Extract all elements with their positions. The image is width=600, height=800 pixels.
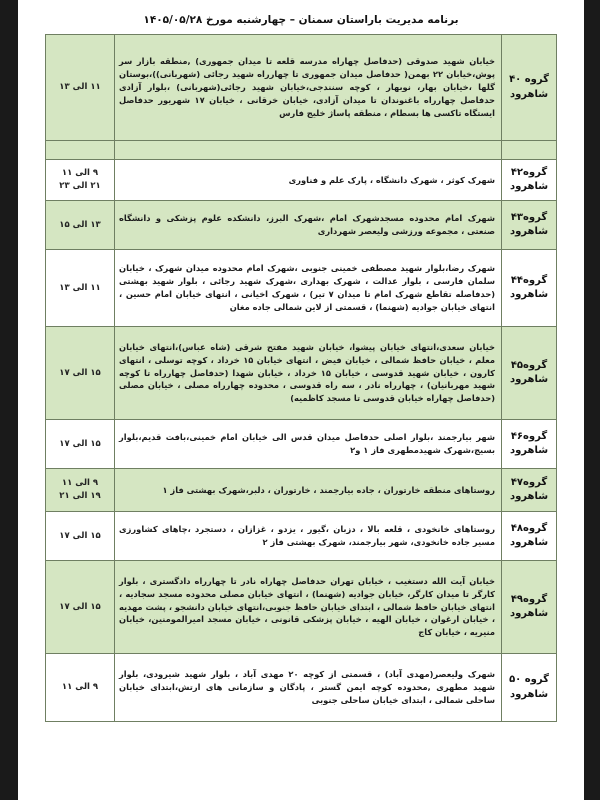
hours-label: ۹ الی ۱۱	[61, 478, 99, 489]
group-cell	[502, 420, 557, 469]
group-cell	[502, 160, 557, 201]
hours-label: ۹ الی ۱۱	[61, 168, 99, 179]
group-cell	[502, 561, 557, 654]
table-row	[46, 561, 557, 654]
group-label: گروه۴۳	[510, 211, 548, 223]
hours-cell	[46, 250, 115, 327]
document-page	[18, 0, 584, 800]
hours-cell	[46, 327, 115, 420]
city-label: شاهرود	[509, 445, 549, 456]
table-row	[46, 201, 557, 250]
table-row	[46, 469, 557, 512]
group-cell	[502, 201, 557, 250]
area-cell: خیابان سعدی،انتهای خیابان پیشوا، خیابان شهید مفتح شرقی (شاه عباس)،انتهای خیابان معلم ، خیابان حافظ شمالی ، خیابان فیض ، انتهای خیابان ۱۵ خرداد ، کوچه توسلی ، انتهای کارون ، خیابان شهید قدوسی ، خیابان ۱۵ خرداد ، خیابان شهدا (حدفاصل چهارراه تا کوچه شهید مهربانیان) ، چهارراه نادر ، سه راه قدوسی ، محدوده چهارراه مصلی ، خیابان مصلی (حدفاصل چهاراه خیابان قدوسی تا مسجد کاظمیه)	[115, 327, 502, 420]
group-label: گروه۴۸	[510, 522, 548, 534]
city-label: شاهرود	[509, 537, 549, 548]
group-cell	[502, 654, 557, 722]
city-label: شاهرود	[509, 491, 549, 502]
city-label: شاهرود	[509, 289, 549, 300]
outage-schedule-table	[45, 34, 557, 722]
city-label: شاهرود	[509, 688, 549, 700]
hours-cell	[46, 201, 115, 250]
group-cell	[502, 512, 557, 561]
table-row	[46, 160, 557, 201]
group-cell	[502, 469, 557, 512]
area-cell: شهر بیارجمند ،بلوار اصلی حدفاصل میدان قدس الی خیابان امام خمینی،بافت قدیم،بلوار بسیج،شهرک شهیدمطهری فاز ۱ و۲	[115, 420, 502, 469]
group-label: گروه۴۵	[510, 359, 548, 371]
hours-label: ۱۱ الی ۱۳	[59, 282, 101, 293]
hours-label: ۱۳ الی ۱۵	[59, 219, 101, 230]
table-row	[46, 512, 557, 561]
city-label: شاهرود	[509, 608, 549, 619]
group-label: گروه۴۷	[510, 476, 548, 488]
hours-cell	[46, 469, 115, 512]
area-cell	[115, 141, 502, 160]
table-row	[46, 250, 557, 327]
hours-cell	[46, 654, 115, 722]
table-row	[46, 420, 557, 469]
area-cell: شهرک رضا،بلوار شهید مصطفی خمینی جنوبی ،شهرک امام محدوده میدان شهرک ، خیابان سلمان فارسی ، بلوار عدالت ، شهرک بهداری ،شهرک شهید رجائی ، بلوار شهید بهشتی (حدفاصله تقاطع شهرک امام تا میدان ۷ تیر) ، شهرک اخیانی ، انتهای خیابان امام حسین ، انتهای خیابان جوادیه (شهنما) ، قسمتی از لاین شمالی جاده مغان	[115, 250, 502, 327]
city-label: شاهرود	[509, 88, 549, 100]
hours-label: ۲۱ الی ۲۳	[59, 181, 101, 191]
city-label: شاهرود	[509, 226, 549, 237]
group-label: گروه۴۹	[510, 593, 548, 605]
hours-label: ۱۵ الی ۱۷	[59, 367, 101, 378]
table-row	[46, 35, 557, 141]
group-cell	[502, 35, 557, 141]
city-label: شاهرود	[509, 181, 549, 192]
hours-cell	[46, 160, 115, 201]
hours-cell	[46, 561, 115, 654]
group-label: گروه ۴۰	[509, 74, 549, 85]
area-cell: شهرک کوثر ، شهرک دانشگاه ، پارک علم و فناوری	[115, 160, 502, 201]
group-cell	[502, 250, 557, 327]
area-cell: شهرک امام محدوده مسجدشهرک امام ،شهرک البرز، دانشکده علوم پزشکی و دانشگاه صنعتی ، مجموعه ورزشی ولیعصر شهرداری	[115, 201, 502, 250]
group-cell	[502, 327, 557, 420]
hours-label: ۱۵ الی ۱۷	[59, 530, 101, 541]
hours-cell	[46, 512, 115, 561]
hours-label: ۱۵ الی ۱۷	[59, 601, 101, 612]
hours-cell	[46, 141, 115, 160]
group-label: گروه ۵۰	[509, 674, 549, 685]
hours-cell	[46, 35, 115, 141]
group-label: گروه۴۲	[510, 166, 548, 178]
hours-label: ۱۵ الی ۱۷	[59, 438, 101, 449]
area-cell: روستاهای خانخودی ، قلعه بالا ، دزبان ،گیور ، یزدو ، غزازان ، دستجرد ،چاهای کشاورزی مسیر جاده خانخودی، شهر بیارجمند، شهرک بهشتی فاز ۲	[115, 512, 502, 561]
table-row	[46, 327, 557, 420]
table-row	[46, 654, 557, 722]
hours-label: ۹ الی ۱۱	[61, 682, 99, 693]
area-cell: خیابان شهید صدوقی (حدفاصل چهاراه مدرسه قلعه تا میدان جمهوری) ,منطقه بازار سر پوش،خیابان ۲۲ بهمن( حدفاصل میدان جمهوری تا چهارراه شهید رجائی (شهربانی))،بوستان گلها ،خیابان بهار، نوبهار ، کوچه سنندجی،خیابان شهید رجائی(شهربانی) ،بلوار آزادی حدفاصل چهارراه باغنوندان تا میدان آزادی، خیابان خرقانی ، خیابان ۱۷ شهریور حدفاصل ایستگاه تاکسی ها بسطام ، منطقه پاساژ خلیج فارس	[115, 35, 502, 141]
hours-label: ۱۹ الی ۲۱	[59, 491, 101, 501]
city-label: شاهرود	[509, 374, 549, 385]
group-label: گروه۴۶	[510, 430, 548, 442]
group-label: گروه۴۴	[510, 274, 548, 286]
area-cell: خیابان آیت الله دستغیب ، خیابان تهران حدفاصل چهاراه نادر تا چهارراه دادگستری ، بلوار کارگر تا میدان کارگر، خیابان جوادیه (شهنما) ، انتهای خیابان مصلی محدوده مسجد سجادیه ، انتهای خیابان حافظ شمالی ، ابتدای خیابان حافظ جنوبی،انتهای خیابان دانشجو ، پشت مهدیه ، خیابان ارغوان ، خیابان الهیه ، خیابان پزشکی قانونی ، خیابان مسجد امیرالمومنین، خیابان منیریه ، خیابان کاج	[115, 561, 502, 654]
area-cell: روستاهای منطقه خارتوران ، جاده بیارجمند ، خارتوران ، دلبر،شهرک بهشتی فاز ۱	[115, 469, 502, 512]
hours-cell	[46, 420, 115, 469]
table-row	[46, 141, 557, 160]
hours-label: ۱۱ الی ۱۳	[59, 82, 101, 93]
document-title: برنامه مدیریت باراستان سمنان – چهارشنبه مورخ ۱۴۰۵/۰۵/۲۸	[143, 14, 459, 26]
group-cell	[502, 141, 557, 160]
area-cell: شهرک ولیعصر(مهدی آباد) ، قسمتی از کوچه ۲۰ مهدی آباد ، بلوار شهید شیرودی، بلوار شهید مطهری ,محدوده کوچه ایمن گستر ، پادگان و سازمانی های ارتش،ابتدای خیابان ساحلی شمالی ، ابتدای خیابان ساحلی جنوبی	[115, 654, 502, 722]
